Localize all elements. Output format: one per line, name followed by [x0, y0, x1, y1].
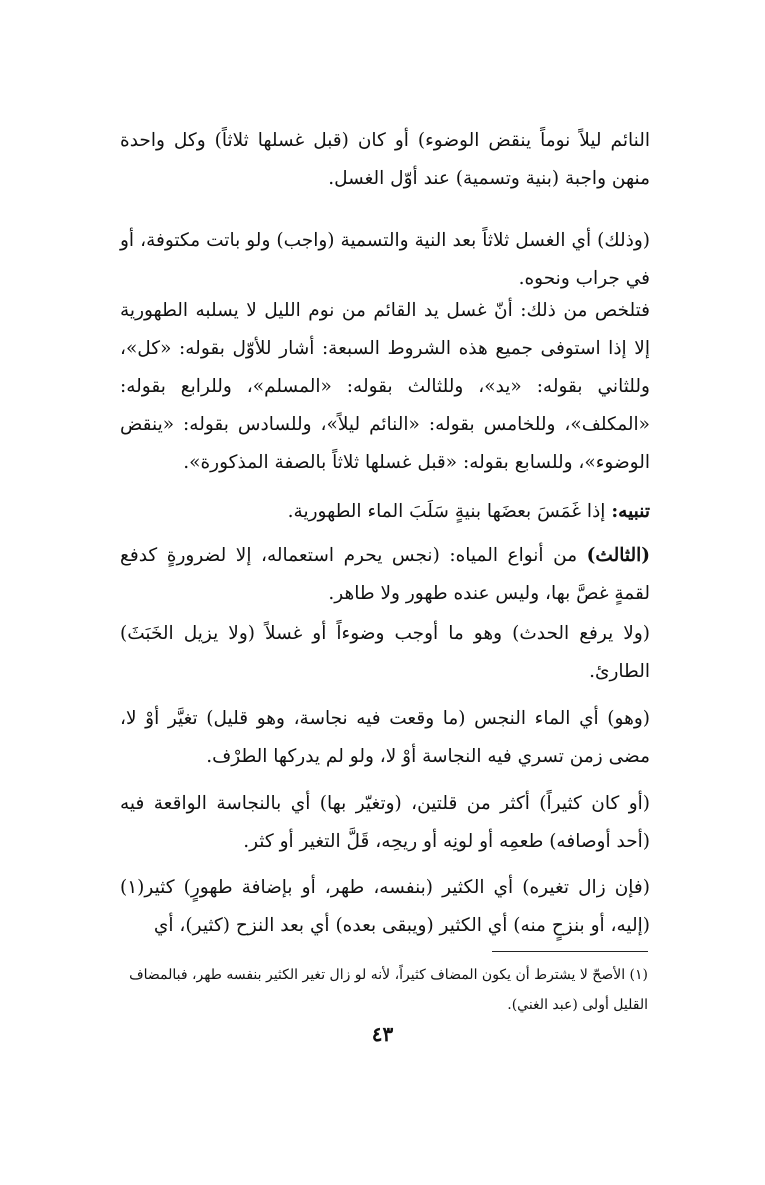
- footnote: (١) الأصحّ لا يشترط أن يكون المضاف كثيراً، لأنه لو زال تغير الكثير بنفسه طهر، فبالمضاف القليل أولى (عبد الغني).: [129, 967, 648, 1013]
- paragraph-4-text: إذا غَمَسَ بعضَها بنيةٍ سَلَبَ الماء الطهورية.: [287, 501, 606, 522]
- footnote-divider: [492, 951, 648, 952]
- paragraph-4: [120, 493, 650, 531]
- paragraph-5-text: من أنواع المياه: (نجس يحرم استعماله، إلا لضرورةٍ كدفع لقمةٍ غصَّ بها، وليس عنده طهور ولا طاهر.: [120, 545, 650, 604]
- thalith-label: (الثالث): [586, 545, 650, 566]
- paragraph-2: (وذلك) أي الغسل ثلاثاً بعد النية والتسمية (واجب) ولو باتت مكتوفة، أو في جراب ونحوه.: [120, 230, 650, 289]
- tanbih-label: تنبيه:: [611, 501, 650, 522]
- paragraph-1: النائم ليلاً نوماً ينقض الوضوء) أو كان (قبل غسلها ثلاثاً) وكل واحدة منهن واجبة (بنية وتسمية) عند أوّل الغسل.: [120, 130, 650, 189]
- paragraph-7: (وهو) أي الماء النجس (ما وقعت فيه نجاسة، وهو قليل) تغيَّر أوْ لا، مضى زمن تسري فيه النجاسة أوْ لا، ولو لم يدركها الطرْف.: [120, 708, 650, 767]
- page-number: ٤٣: [371, 1022, 394, 1046]
- paragraph-3: فتلخص من ذلك: أنّ غسل يد القائم من نوم الليل لا يسلبه الطهورية إلا إذا استوفى جميع هذه الشروط السبعة: أشار للأوّل بقوله: «كل»، وللثاني بقوله: «يد»، وللثالث بقوله: «المسلم»، وللرابع بقوله: «المكلف»، وللخامس بقوله: «النائم ليلاً»، وللسادس بقوله: «ينقض الوضوء»، وللسابع بقوله: «قبل غسلها ثلاثاً بالصفة المذكورة».: [120, 300, 650, 473]
- paragraph-9: (فإن زال تغيره) أي الكثير (بنفسه، طهر، أو بإضافة طهورٍ) كثير(١) (إليه، أو بنزحٍ منه) أي الكثير (ويبقى بعده) أي بعد النزح (كثير)، أي: [120, 877, 650, 936]
- paragraph-8: (أو كان كثيراً) أكثر من قلتين، (وتغيّر بها) أي بالنجاسة الواقعة فيه (أحد أوصافه) طعمِه أو لونِه أو ريحِه، قَلَّ التغير أو كثر.: [120, 793, 650, 852]
- paragraph-6: (ولا يرفع الحدث) وهو ما أوجب وضوءاً أو غسلاً (ولا يزيل الخَبَثَ) الطارئ.: [120, 623, 650, 682]
- paragraph-5: [120, 537, 650, 613]
